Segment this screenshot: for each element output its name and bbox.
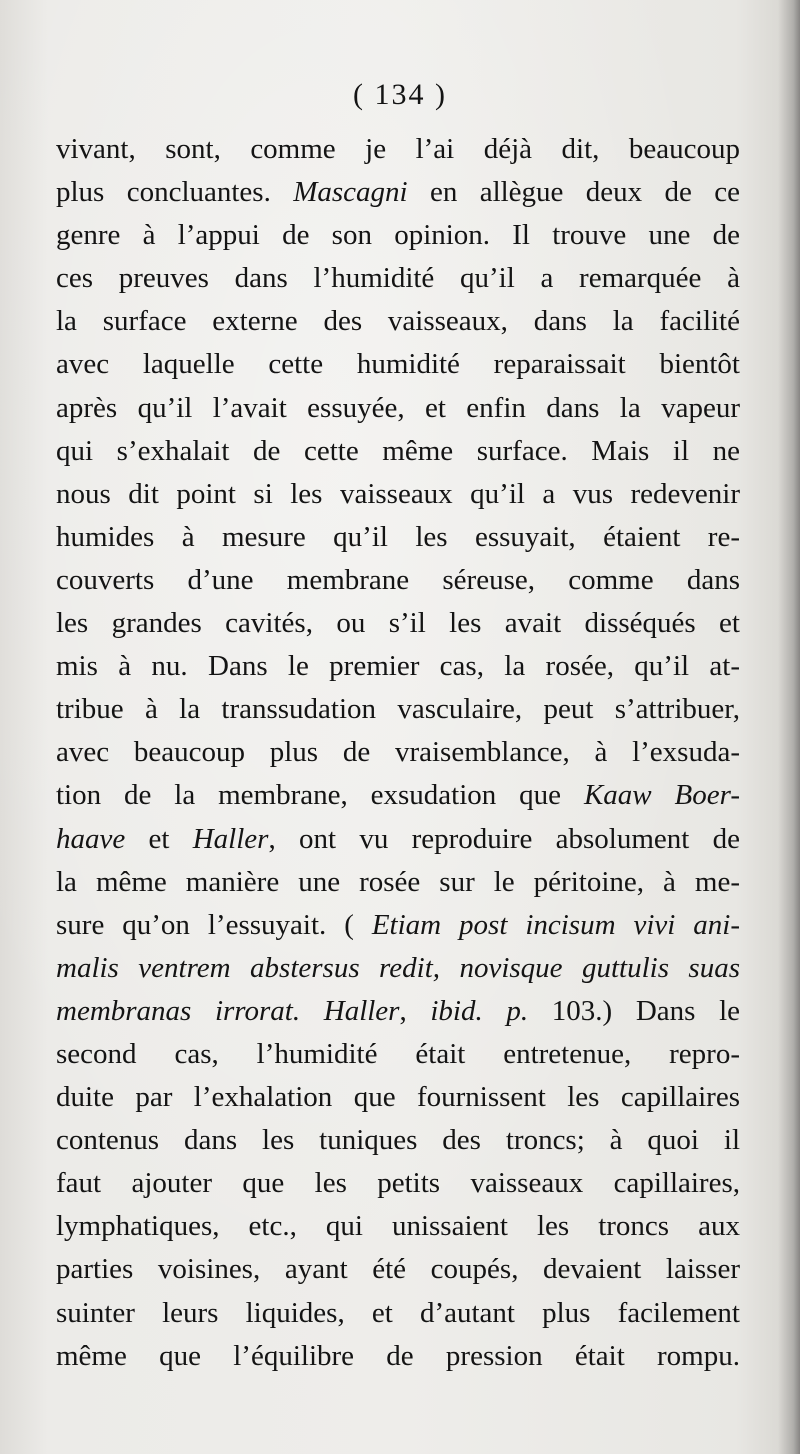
text-line: plus concluantes. Mascagni en allègue deux de ce [56,176,740,209]
text-line: avec beaucoup plus de vraisemblance, à l’exsuda- [56,736,740,769]
text-line: avec laquelle cette humidité reparaissait bientôt [56,348,740,381]
text-line: suinter leurs liquides, et d’autant plus facilement [56,1296,740,1329]
text-line: après qu’il l’avait essuyée, et enfin dans la vapeur [56,391,740,424]
body-text [56,128,740,1378]
text-line: ces preuves dans l’humidité qu’il a remarquée à [56,262,740,295]
text-line: contenus dans les tuniques des troncs; à quoi il [56,1124,740,1157]
text-line: couverts d’une membrane séreuse, comme dans [56,563,740,596]
text-line: les grandes cavités, ou s’il les avait disséqués et [56,607,740,640]
text-line: humides à mesure qu’il les essuyait, étaient re- [56,520,740,553]
text-line: genre à l’appui de son opinion. Il trouve une de [56,219,740,252]
text-line: la même manière une rosée sur le péritoine, à me- [56,865,740,898]
text-line: membranas irrorat. Haller, ibid. p. 103.) Dans le [56,994,740,1027]
text-line: tion de la membrane, exsudation que Kaaw Boer- [56,779,740,812]
text-line: lymphatiques, etc., qui unissaient les troncs aux [56,1210,740,1243]
page-number: ( 134 ) [353,78,447,111]
text-line: faut ajouter que les petits vaisseaux capillaires, [56,1167,740,1200]
text-line: la surface externe des vaisseaux, dans la facilité [56,305,740,338]
text-line: nous dit point si les vaisseaux qu’il a vus redevenir [56,477,740,510]
text-line: parties voisines, ayant été coupés, devaient laisser [56,1253,740,1286]
text-line: malis ventrem abstersus redit, novisque guttulis suas [56,951,740,984]
text-line: haave et Haller, ont vu reproduire absolument de [56,822,740,855]
text-line: sure qu’on l’essuyait. ( Etiam post incisum vivi ani- [56,908,740,941]
page-edge-shadow [778,0,800,1454]
text-line: vivant, sont, comme je l’ai déjà dit, beaucoup [56,133,740,165]
text-line: qui s’exhalait de cette même surface. Mais il ne [56,434,740,467]
text-line: tribue à la transsudation vasculaire, peut s’attribuer, [56,693,740,726]
text-line: même que l’équilibre de pression était rompu. [56,1339,740,1372]
text-line: second cas, l’humidité était entretenue, repro- [56,1037,740,1070]
text-line: mis à nu. Dans le premier cas, la rosée, qu’il at- [56,650,740,683]
text-line: duite par l’exhalation que fournissent les capillaires [56,1081,740,1114]
